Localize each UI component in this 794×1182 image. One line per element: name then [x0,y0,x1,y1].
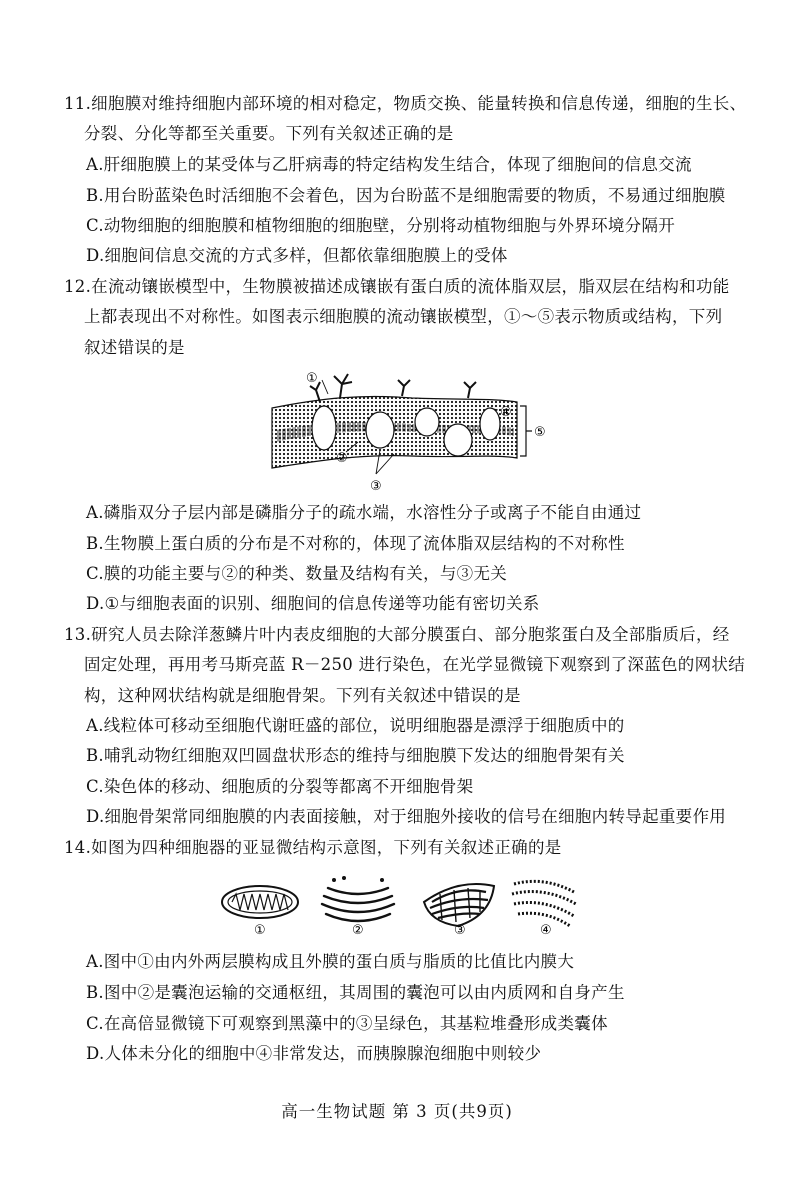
q11-option-d: D.细胞间信息交流的方式多样，但都依靠细胞膜上的受体 [86,246,508,265]
q11-stem-line-2: 分裂、分化等都至关重要。下列有关叙述正确的是 [84,124,454,143]
q14-option-c: C.在高倍显微镜下可观察到黑藻中的③呈绿色，其基粒堆叠形成类囊体 [86,1014,608,1033]
protein-shape [312,406,336,450]
q12-stem-line-3: 叙述错误的是 [84,338,185,357]
fig12-label-5: ⑤ [534,425,546,440]
glycoprotein-chain [334,374,352,398]
protein-shape [366,412,394,448]
q11-option-b: B.用台盼蓝染色时活细胞不会着色，因为台盼蓝不是细胞需要的物质，不易通过细胞膜 [86,186,726,205]
q12-option-c: C.膜的功能主要与②的种类、数量及结构有关，与③无关 [86,564,508,583]
q13-stem-line-2: 固定处理，再用考马斯亮蓝 R－250 进行染色，在光学显微镜下观察到了深蓝色的网状结 [84,655,746,674]
chloroplast-shape [424,884,494,926]
rough-er-shape [512,881,576,926]
q13-option-a: A.线粒体可移动至细胞代谢旺盛的部位，说明细胞器是漂浮于细胞质中的 [86,716,625,735]
fig14-label-2: ② [352,923,364,936]
fig14-label-1: ① [254,923,266,936]
q13-stem-line-1: 13.研究人员去除洋葱鳞片叶内表皮细胞的大部分膜蛋白、部分胞浆蛋白及全部脂质后，经 [64,625,730,644]
fig14-label-3: ③ [454,923,466,936]
golgi-shape [322,876,394,921]
protein-shape [415,408,439,436]
q14-option-b: B.图中②是囊泡运输的交通枢纽，其周围的囊泡可以由内质网和自身产生 [86,983,625,1002]
fig12-label-2: ② [336,451,348,466]
q14-option-d: D.人体未分化的细胞中④非常发达，而胰腺腺泡细胞中则较少 [86,1044,542,1063]
q12-stem-line-1: 12.在流动镶嵌模型中，生物膜被描述成镶嵌有蛋白质的流体脂双层，脂双层在结构和功能 [64,277,730,296]
organelles-figure [218,872,580,936]
q13-option-d: D.细胞骨架常同细胞膜的内表面接触，对于细胞外接收的信号在细胞内转导起重要作用 [86,807,727,826]
q14-stem-line-1: 14.如图为四种细胞器的亚显微结构示意图，下列有关叙述正确的是 [64,838,562,857]
q13-option-c: C.染色体的移动、细胞质的分裂等都离不开细胞骨架 [86,777,474,796]
q11-option-c: C.动物细胞的细胞膜和植物细胞的细胞壁，分别将动植物细胞与外界环境分隔开 [86,216,676,235]
q12-option-d: D.①与细胞表面的识别、细胞间的信息传递等功能有密切关系 [86,594,540,613]
q12-option-a: A.磷脂双分子层内部是磷脂分子的疏水端，水溶性分子或离子不能自由通过 [86,503,642,522]
fig12-label-3: ③ [370,479,382,494]
fig12-label-4: ④ [500,405,512,420]
membrane-model-figure [262,368,552,496]
fig12-label-1: ① [306,371,318,386]
q12-stem-line-2: 上都表现出不对称性。如图表示细胞膜的流动镶嵌模型，①～⑤表示物质或结构，下列 [84,307,723,326]
mitochondrion-shape [222,886,298,918]
q12-option-b: B.生物膜上蛋白质的分布是不对称的，体现了流体脂双层结构的不对称性 [86,534,625,553]
fig14-label-4: ④ [540,923,552,936]
page-footer: 高一生物试题 第 3 页(共9页) [281,1102,513,1121]
q11-option-a: A.肝细胞膜上的某受体与乙肝病毒的特定结构发生结合，体现了细胞间的信息交流 [86,155,692,174]
q13-option-b: B.哺乳动物红细胞双凹圆盘状形态的维持与细胞膜下发达的细胞骨架有关 [86,746,625,765]
protein-shape [444,424,472,456]
q13-stem-line-3: 构，这种网状结构就是细胞骨架。下列有关叙述中错误的是 [84,686,521,705]
q14-option-a: A.图中①由内外两层膜构成且外膜的蛋白质与脂质的比值比内膜大 [86,952,575,971]
protein-shape [480,408,500,440]
q11-stem-line-1: 11.细胞膜对维持细胞内部环境的相对稳定，物质交换、能量转换和信息传递，细胞的生长、 [64,94,747,113]
